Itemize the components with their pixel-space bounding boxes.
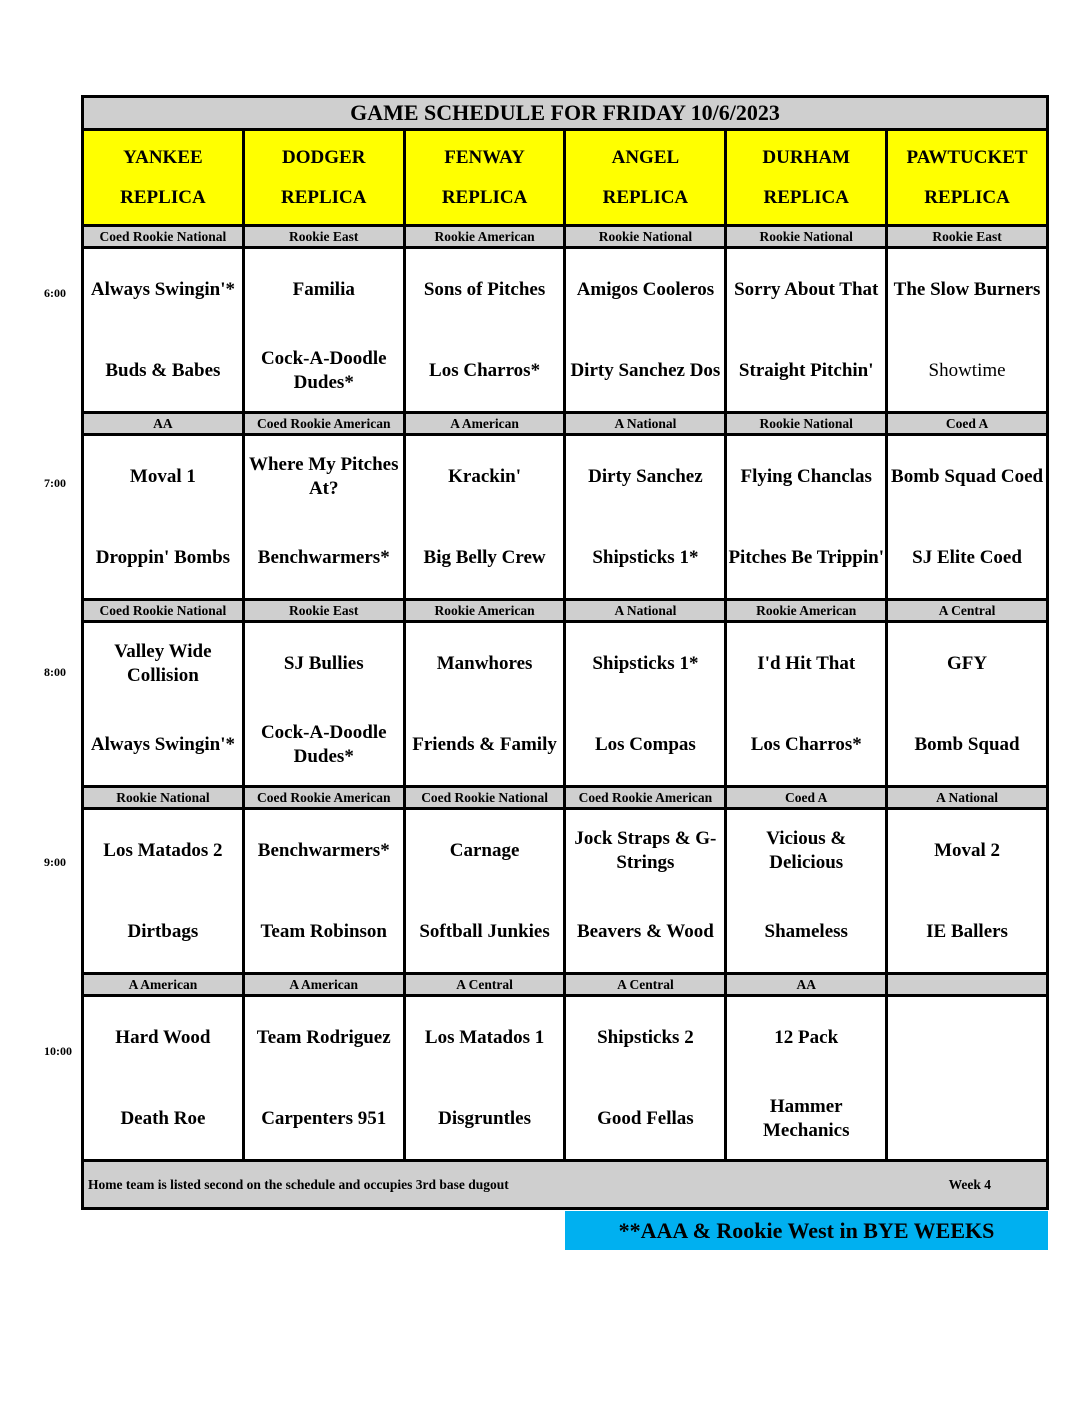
away-team: 12 Pack bbox=[774, 1026, 839, 1048]
away-team: Jock Straps & G-Strings bbox=[574, 827, 717, 873]
division-label bbox=[888, 975, 1046, 994]
field-type: REPLICA bbox=[602, 186, 689, 208]
away-team: The Slow Burners bbox=[893, 278, 1041, 300]
away-team: Krackin' bbox=[448, 465, 521, 487]
game-cell bbox=[406, 623, 564, 785]
game-row bbox=[84, 623, 1046, 788]
game-cell bbox=[566, 623, 724, 785]
game-cell bbox=[888, 249, 1046, 411]
home-team-note: Home team is listed second on the schedule and occupies 3rd base dugout bbox=[88, 1176, 509, 1192]
away-team: Shipsticks 2 bbox=[597, 1026, 694, 1048]
home-team: Softball Junkies bbox=[419, 920, 550, 942]
division-label: AA bbox=[84, 414, 242, 433]
field-name: ANGEL bbox=[611, 146, 680, 168]
division-label: Coed Rookie American bbox=[245, 788, 403, 807]
division-label: Rookie American bbox=[406, 601, 564, 620]
division-label: A Central bbox=[566, 975, 724, 994]
game-cell bbox=[406, 810, 564, 972]
away-team: Flying Chanclas bbox=[740, 465, 872, 487]
schedule-title: GAME SCHEDULE FOR FRIDAY 10/6/2023 bbox=[84, 98, 1046, 131]
division-row bbox=[84, 601, 1046, 623]
division-label: A American bbox=[84, 975, 242, 994]
away-team: Bomb Squad Coed bbox=[891, 465, 1044, 487]
home-team: Always Swingin'* bbox=[90, 733, 235, 755]
game-cell bbox=[84, 249, 242, 411]
division-row bbox=[84, 975, 1046, 997]
away-team: Carnage bbox=[449, 839, 520, 861]
home-team: Los Charros* bbox=[429, 359, 541, 381]
game-cell bbox=[727, 623, 885, 785]
time-slot-label: 10:00 bbox=[44, 1044, 72, 1058]
away-team: Amigos Cooleros bbox=[576, 278, 715, 300]
away-team bbox=[888, 997, 1046, 1078]
game-cell bbox=[84, 810, 242, 972]
game-cell bbox=[406, 997, 564, 1159]
home-team: Good Fellas bbox=[597, 1107, 694, 1129]
division-label: Coed Rookie American bbox=[245, 414, 403, 433]
field-header-angel bbox=[566, 131, 724, 224]
field-type: REPLICA bbox=[441, 186, 528, 208]
home-team: Cock-A-Doodle Dudes* bbox=[260, 721, 387, 767]
game-cell bbox=[245, 249, 403, 411]
fields-header-row bbox=[84, 131, 1046, 227]
footer-row bbox=[84, 1162, 1046, 1207]
away-team: Los Matados 1 bbox=[424, 1026, 545, 1048]
division-label: A National bbox=[566, 414, 724, 433]
field-type: REPLICA bbox=[280, 186, 367, 208]
away-team: I'd Hit That bbox=[757, 652, 856, 674]
home-team: Cock-A-Doodle Dudes* bbox=[260, 347, 387, 393]
game-cell bbox=[245, 623, 403, 785]
game-cell bbox=[888, 436, 1046, 598]
home-team: Dirtbags bbox=[127, 920, 199, 942]
game-row bbox=[84, 249, 1046, 414]
away-team: Where My Pitches At? bbox=[248, 453, 399, 499]
time-slot-label: 6:00 bbox=[44, 286, 66, 300]
field-name: YANKEE bbox=[123, 146, 203, 168]
away-team: Team Rodriguez bbox=[256, 1026, 391, 1048]
game-cell bbox=[406, 436, 564, 598]
home-team: Team Robinson bbox=[260, 920, 388, 942]
away-team: Los Matados 2 bbox=[103, 839, 223, 861]
game-cell bbox=[84, 623, 242, 785]
division-label: A Central bbox=[888, 601, 1046, 620]
home-team: Pitches Be Trippin' bbox=[728, 546, 884, 568]
division-label: Coed Rookie National bbox=[84, 227, 242, 246]
division-label: Rookie American bbox=[727, 601, 885, 620]
division-label: A American bbox=[406, 414, 564, 433]
division-label: Rookie National bbox=[84, 788, 242, 807]
home-team: Shameless bbox=[764, 920, 848, 942]
game-cell bbox=[888, 810, 1046, 972]
home-team: Los Charros* bbox=[750, 733, 862, 755]
division-row bbox=[84, 788, 1046, 810]
division-label: Rookie East bbox=[245, 227, 403, 246]
field-name: PAWTUCKET bbox=[906, 146, 1028, 168]
home-team: Droppin' Bombs bbox=[95, 546, 231, 568]
field-name: FENWAY bbox=[444, 146, 525, 168]
field-header-fenway bbox=[406, 131, 564, 224]
home-team bbox=[888, 1078, 1046, 1159]
division-label: Coed Rookie American bbox=[566, 788, 724, 807]
home-team: Showtime bbox=[928, 359, 1006, 381]
home-team: Dirty Sanchez Dos bbox=[570, 359, 721, 381]
game-cell bbox=[727, 436, 885, 598]
division-label: Coed A bbox=[727, 788, 885, 807]
time-slot-label: 9:00 bbox=[44, 854, 66, 869]
home-team: Bomb Squad bbox=[914, 733, 1020, 755]
division-row bbox=[84, 414, 1046, 436]
game-cell bbox=[566, 810, 724, 972]
away-team: Moval 1 bbox=[129, 465, 196, 487]
away-team: Sons of Pitches bbox=[423, 278, 546, 300]
game-cell bbox=[888, 997, 1046, 1159]
division-label: A Central bbox=[406, 975, 564, 994]
home-team: Straight Pitchin' bbox=[738, 359, 874, 381]
away-team: Always Swingin'* bbox=[90, 278, 235, 300]
field-header-yankee bbox=[84, 131, 242, 224]
game-row bbox=[84, 810, 1046, 975]
home-team: Beavers & Wood bbox=[576, 920, 714, 942]
home-team: Big Belly Crew bbox=[423, 546, 546, 568]
field-type: REPLICA bbox=[120, 186, 206, 208]
away-team: Hard Wood bbox=[115, 1026, 211, 1048]
game-cell bbox=[727, 249, 885, 411]
game-cell bbox=[727, 997, 885, 1159]
home-team: Disgruntles bbox=[438, 1107, 532, 1129]
game-cell bbox=[245, 436, 403, 598]
field-header-pawtucket bbox=[888, 131, 1046, 224]
division-label: A National bbox=[566, 601, 724, 620]
field-header-dodger bbox=[245, 131, 403, 224]
home-team: Hammer Mechanics bbox=[762, 1095, 850, 1141]
field-name: DODGER bbox=[282, 146, 366, 168]
field-type: REPLICA bbox=[763, 186, 849, 208]
division-label: Coed A bbox=[888, 414, 1046, 433]
away-team: Moval 2 bbox=[934, 839, 1001, 861]
division-label: Rookie East bbox=[888, 227, 1046, 246]
division-label: A National bbox=[888, 788, 1046, 807]
game-cell bbox=[406, 249, 564, 411]
game-cell bbox=[245, 810, 403, 972]
home-team: SJ Elite Coed bbox=[912, 546, 1022, 568]
home-team: Los Compas bbox=[594, 733, 696, 755]
home-team: Friends & Family bbox=[412, 733, 557, 755]
bye-weeks-banner: **AAA & Rookie West in BYE WEEKS bbox=[565, 1211, 1048, 1250]
field-type: REPLICA bbox=[924, 186, 1010, 208]
away-team: Shipsticks 1* bbox=[592, 652, 699, 674]
game-row bbox=[84, 436, 1046, 601]
home-team: Buds & Babes bbox=[105, 359, 221, 381]
time-slot-label: 7:00 bbox=[44, 475, 66, 490]
field-name: DURHAM bbox=[762, 146, 851, 168]
away-team: Manwhores bbox=[436, 652, 533, 674]
game-cell bbox=[566, 436, 724, 598]
time-slot-label: 8:00 bbox=[44, 665, 66, 679]
away-team: Vicious & Delicious bbox=[766, 827, 847, 873]
away-team: Benchwarmers* bbox=[257, 839, 390, 861]
game-cell bbox=[888, 623, 1046, 785]
division-label: AA bbox=[727, 975, 885, 994]
game-cell bbox=[245, 997, 403, 1159]
home-team: Carpenters 951 bbox=[261, 1107, 387, 1129]
away-team: Valley Wide Collision bbox=[114, 640, 212, 686]
home-team: IE Ballers bbox=[926, 920, 1008, 942]
game-cell bbox=[566, 249, 724, 411]
home-team: Death Roe bbox=[120, 1107, 206, 1129]
division-label: Rookie National bbox=[566, 227, 724, 246]
home-team: Benchwarmers* bbox=[257, 546, 390, 568]
division-label: Coed Rookie National bbox=[84, 601, 242, 620]
away-team: Dirty Sanchez bbox=[588, 465, 703, 487]
away-team: Familia bbox=[292, 278, 355, 300]
away-team: GFY bbox=[947, 652, 988, 674]
division-label: Rookie American bbox=[406, 227, 564, 246]
game-cell bbox=[566, 997, 724, 1159]
game-cell bbox=[84, 997, 242, 1159]
division-label: Rookie National bbox=[727, 227, 885, 246]
field-header-durham bbox=[727, 131, 885, 224]
division-label: Rookie National bbox=[727, 414, 885, 433]
division-label: Rookie East bbox=[245, 601, 403, 620]
division-label: Coed Rookie National bbox=[406, 788, 564, 807]
game-cell bbox=[727, 810, 885, 972]
home-team: Shipsticks 1* bbox=[592, 546, 699, 568]
game-cell bbox=[84, 436, 242, 598]
away-team: SJ Bullies bbox=[283, 652, 364, 674]
week-label: Week 4 bbox=[948, 1176, 991, 1192]
game-row bbox=[84, 997, 1046, 1162]
away-team: Sorry About That bbox=[734, 278, 879, 300]
division-label: A American bbox=[245, 975, 403, 994]
schedule-table bbox=[81, 95, 1049, 1210]
division-row bbox=[84, 227, 1046, 249]
